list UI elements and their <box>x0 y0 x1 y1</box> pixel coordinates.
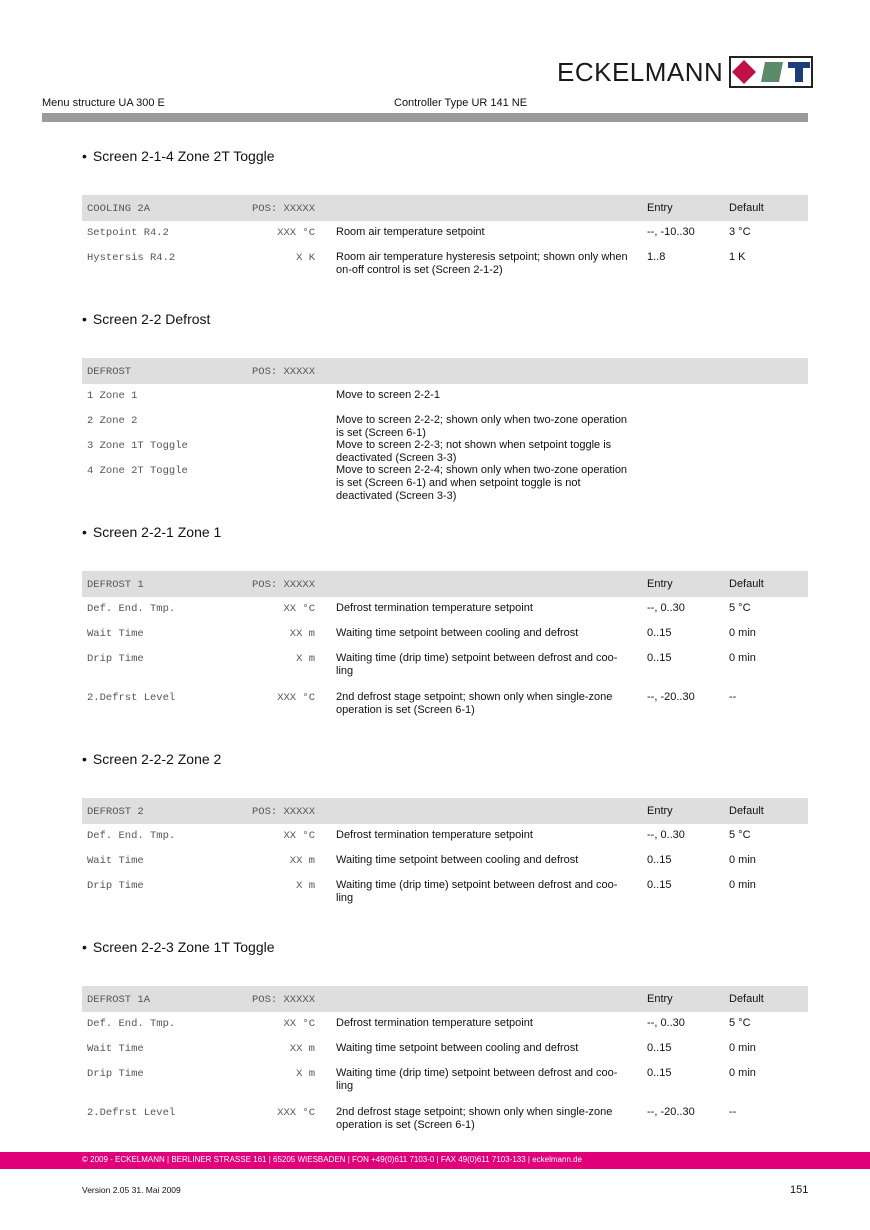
param-description: Waiting time (drip time) setpoint between defrost and coo-ling <box>336 652 618 677</box>
param-name: Wait Time <box>87 628 144 640</box>
parameter-table <box>82 798 808 904</box>
param-name: 2 Zone 2 <box>87 415 138 427</box>
eckelmann-logo <box>557 55 813 89</box>
param-name: Def. End. Tmp. <box>87 830 176 842</box>
table-row <box>82 1101 808 1141</box>
param-description: Defrost termination temperature setpoint <box>336 1017 533 1029</box>
param-value: XX m <box>289 855 315 867</box>
param-value: XXX °C <box>277 227 315 239</box>
param-default: 0 min <box>729 1042 756 1054</box>
section-title-text: Screen 2-2-2 Zone 2 <box>92 751 222 767</box>
param-value: XXX °C <box>277 1107 315 1119</box>
table-row <box>82 1037 808 1062</box>
param-value: XX °C <box>283 603 315 615</box>
screen-position: POS: XXXXX <box>251 994 315 1006</box>
param-description: Waiting time (drip time) setpoint between defrost and coo-ling <box>336 879 618 904</box>
bullet-icon: • <box>82 311 87 327</box>
parameter-table <box>82 571 808 716</box>
param-description: Defrost termination temperature setpoint <box>336 829 533 841</box>
param-value: XX °C <box>283 1018 315 1030</box>
logo-text: ECKELMANN <box>557 56 724 87</box>
param-default: -- <box>729 1106 737 1118</box>
section-title <box>82 939 275 955</box>
header-doc-title: Menu structure UA 300 E <box>42 97 165 109</box>
parameter-table <box>82 195 808 276</box>
table-row <box>82 622 808 647</box>
bullet-icon: • <box>82 524 87 540</box>
param-description: Move to screen 2-2-1 <box>336 389 440 401</box>
parameter-table <box>82 986 808 1131</box>
param-entry-range: 0..15 <box>647 854 672 866</box>
section-title <box>82 524 221 540</box>
param-entry-range: --, 0..30 <box>647 1017 685 1029</box>
param-description: Move to screen 2-2-3; not shown when setpoint toggle is deactivated (Screen 3-3) <box>336 439 612 464</box>
section-title <box>82 148 275 164</box>
table-row <box>82 597 808 622</box>
param-default: 5 °C <box>729 1017 751 1029</box>
param-entry-range: 0..15 <box>647 627 672 639</box>
param-name: Setpoint R4.2 <box>87 227 169 239</box>
header-default: Default <box>729 578 764 590</box>
param-description: Waiting time (drip time) setpoint between defrost and coo-ling <box>336 1067 618 1092</box>
table-row <box>82 1012 808 1037</box>
param-description: Move to screen 2-2-2; shown only when two-zone operation is set (Screen 6-1) <box>336 414 628 439</box>
parameter-table <box>82 358 808 502</box>
table-row <box>82 434 808 464</box>
param-name: Drip Time <box>87 880 144 892</box>
footer-version: Version 2.05 31. Mai 2009 <box>82 1185 181 1195</box>
param-default: 5 °C <box>729 829 751 841</box>
section-title-text: Screen 2-2-3 Zone 1T Toggle <box>92 939 275 955</box>
screen-name: COOLING 2A <box>87 203 151 215</box>
param-description: Defrost termination temperature setpoint <box>336 602 533 614</box>
table-header-row <box>82 358 808 384</box>
table-header-row <box>82 986 808 1012</box>
param-description: 2nd defrost stage setpoint; shown only when single-zone operation is set (Screen 6-1) <box>336 691 613 716</box>
param-description: Waiting time setpoint between cooling and defrost <box>336 627 579 639</box>
footer-copyright: © 2009 - ECKELMANN | BERLINER STRASSE 161 | 65205 WIESBADEN | FON +49(0)611 7103-0 | FAX 49(0)611 7103-133 | eckelmann.de <box>82 1155 583 1164</box>
table-row <box>82 384 808 409</box>
header-entry: Entry <box>647 805 673 817</box>
param-description: Room air temperature setpoint <box>336 226 485 238</box>
param-default: 1 K <box>729 251 746 263</box>
param-name: 2.Defrst Level <box>87 692 176 704</box>
param-entry-range: --, 0..30 <box>647 829 685 841</box>
param-entry-range: --, -20..30 <box>647 1106 695 1118</box>
param-name: Wait Time <box>87 1043 144 1055</box>
screen-name: DEFROST 1A <box>87 994 151 1006</box>
table-header-row <box>82 195 808 221</box>
param-description: Room air temperature hysteresis setpoint; shown only when on-off control is set (Screen 2-1-2) <box>336 251 628 276</box>
param-name: Hystersis R4.2 <box>87 252 176 264</box>
param-default: 0 min <box>729 652 756 664</box>
header-entry: Entry <box>647 202 673 214</box>
param-default: 5 °C <box>729 602 751 614</box>
page-number: 151 <box>790 1184 809 1196</box>
param-name: 2.Defrst Level <box>87 1107 176 1119</box>
param-value: X m <box>296 1068 315 1080</box>
screen-name: DEFROST <box>87 366 132 378</box>
param-default: 0 min <box>729 879 756 891</box>
param-description: Waiting time setpoint between cooling and defrost <box>336 1042 579 1054</box>
param-entry-range: 0..15 <box>647 1042 672 1054</box>
header-divider <box>42 113 808 122</box>
table-row <box>82 686 808 726</box>
table-row <box>82 824 808 849</box>
param-default: 0 min <box>729 854 756 866</box>
screen-position: POS: XXXXX <box>251 366 315 378</box>
header-default: Default <box>729 993 764 1005</box>
bullet-icon: • <box>82 939 87 955</box>
table-row <box>82 459 808 502</box>
param-description: Move to screen 2-2-4; shown only when two-zone operation is set (Screen 6-1) and when setpoint toggle is not deactivated (Screen 3-3) <box>336 464 628 502</box>
param-default: -- <box>729 691 737 703</box>
param-name: Drip Time <box>87 653 144 665</box>
param-entry-range: 0..15 <box>647 1067 672 1079</box>
param-name: 3 Zone 1T Toggle <box>87 440 188 452</box>
param-description: 2nd defrost stage setpoint; shown only when single-zone operation is set (Screen 6-1) <box>336 1106 613 1131</box>
section-title <box>82 311 210 327</box>
param-value: X K <box>296 252 315 264</box>
section-title-text: Screen 2-1-4 Zone 2T Toggle <box>92 148 275 164</box>
bullet-icon: • <box>82 148 87 164</box>
param-entry-range: 0..15 <box>647 879 672 891</box>
table-row <box>82 849 808 874</box>
param-name: Def. End. Tmp. <box>87 1018 176 1030</box>
section-title <box>82 751 221 767</box>
param-name: 1 Zone 1 <box>87 390 138 402</box>
param-default: 0 min <box>729 627 756 639</box>
table-row <box>82 874 808 914</box>
param-value: X m <box>296 653 315 665</box>
param-value: XX m <box>289 628 315 640</box>
header-controller-type: Controller Type UR 141 NE <box>394 97 528 109</box>
param-entry-range: 1..8 <box>647 251 666 263</box>
param-name: 4 Zone 2T Toggle <box>87 465 188 477</box>
param-entry-range: --, -20..30 <box>647 691 695 703</box>
param-name: Drip Time <box>87 1068 144 1080</box>
table-row <box>82 647 808 686</box>
header-default: Default <box>729 202 764 214</box>
table-header-row <box>82 798 808 824</box>
param-value: X m <box>296 880 315 892</box>
param-description: Waiting time setpoint between cooling and defrost <box>336 854 579 866</box>
param-default: 3 °C <box>729 226 751 238</box>
screen-position: POS: XXXXX <box>251 203 315 215</box>
header-entry: Entry <box>647 993 673 1005</box>
table-row <box>82 409 808 439</box>
param-name: Wait Time <box>87 855 144 867</box>
screen-position: POS: XXXXX <box>251 579 315 591</box>
param-value: XXX °C <box>277 692 315 704</box>
section-title-text: Screen 2-2 Defrost <box>92 311 211 327</box>
logo-squares-icon <box>729 56 813 88</box>
table-header-row <box>82 571 808 597</box>
param-value: XX m <box>289 1043 315 1055</box>
param-value: XX °C <box>283 830 315 842</box>
header-default: Default <box>729 805 764 817</box>
param-entry-range: --, -10..30 <box>647 226 695 238</box>
bullet-icon: • <box>82 751 87 767</box>
screen-name: DEFROST 1 <box>87 579 144 591</box>
screen-name: DEFROST 2 <box>87 806 144 818</box>
param-entry-range: --, 0..30 <box>647 602 685 614</box>
table-row <box>82 221 808 246</box>
param-name: Def. End. Tmp. <box>87 603 176 615</box>
section-title-text: Screen 2-2-1 Zone 1 <box>92 524 222 540</box>
screen-position: POS: XXXXX <box>251 806 315 818</box>
table-row <box>82 246 808 286</box>
table-row <box>82 1062 808 1101</box>
param-entry-range: 0..15 <box>647 652 672 664</box>
header-entry: Entry <box>647 578 673 590</box>
param-default: 0 min <box>729 1067 756 1079</box>
